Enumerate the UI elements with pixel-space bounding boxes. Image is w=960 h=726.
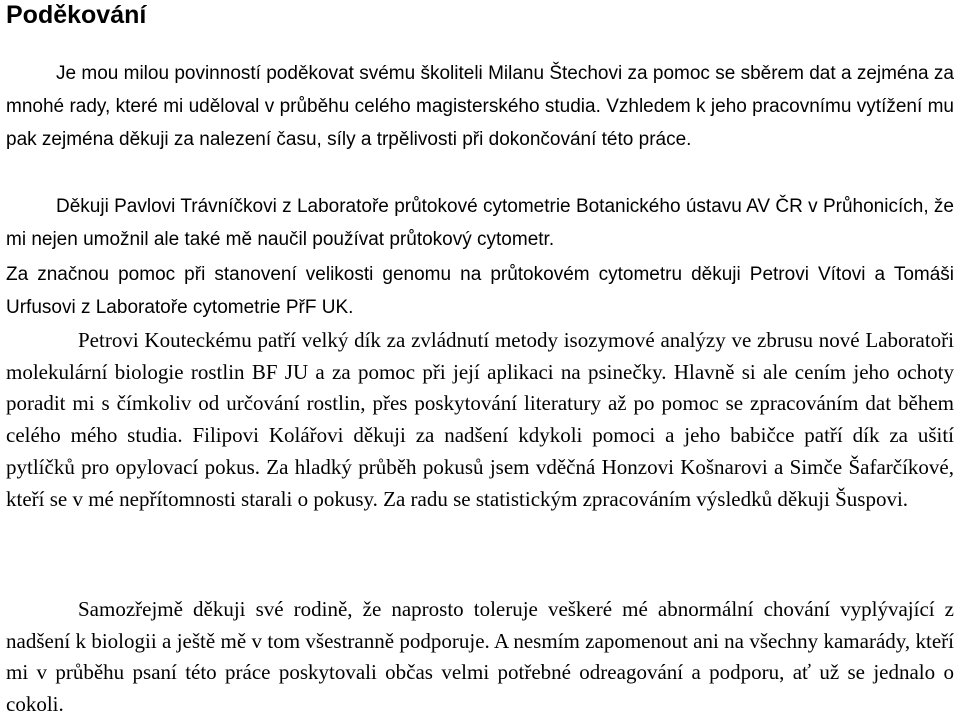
page-title: Poděkování [6, 1, 147, 29]
paragraph-cytometry-lab: Děkuji Pavlovi Trávníčkovi z Laboratoře průtokové cytometrie Botanického ústavu AV ČR v Průhonicích, že mi nejen umožnil ale také mě naučil používat průtokový cytometr. [6, 196, 954, 250]
paragraph-isozyme-analysis: Petrovi Kouteckému patří velký dík za zvládnutí metody isozymové analýzy ve zbrusu nové Laboratoři molekulární biologie rostlin BF JU a za pomoc při její aplikaci na psinečky. Hlavně si ale cením jeho ochoty poradit mi s čímkoliv od určování rostlin, přes poskytování literatury až po pomoc se zpracováním dat během celého mého studia. Filipovi Kolářovi děkuji za nadšení kdykoli pomoci a jeho babičce patří dík za ušití pytlíčků pro opylovací pokus. Za hladký průběh pokusů jsem vděčná Honzovi Košnarovi a Simče Šafarčíkové, kteří se v mé nepřítomnosti starali o pokusy. Za radu se statistickým zpracováním výsledků děkuji Šuspovi. [6, 328, 954, 511]
paragraph-genome-size: Za značnou pomoc při stanovení velikosti genomu na průtokovém cytometru děkuji Petrovi Vítovi a Tomáši Urfusovi z Laboratoře cytometrie PřF UK. [6, 264, 954, 318]
paragraph-supervisor: Je mou milou povinností poděkovat svému školiteli Milanu Štechovi za pomoc se sběrem dat a zejména za mnohé rady, které mi uděloval v průběhu celého magisterského studia. Vzhledem k jeho pracovnímu vytížení mu pak zejména děkuji za nalezení času, síly a trpělivosti při dokončování této práce. [6, 63, 954, 150]
paragraph-family-friends: Samozřejmě děkuji své rodině, že naprosto toleruje veškeré mé abnormální chování vyplývající z nadšení k biologii a ještě mě v tom všestranně podporuje. A nesmím zapomenout ani na všechny kamarády, kteří mi v průběhu psaní této práce poskytovali občas velmi potřebné odreagování a podporu, ať už se jednalo o cokoli. [6, 597, 954, 717]
